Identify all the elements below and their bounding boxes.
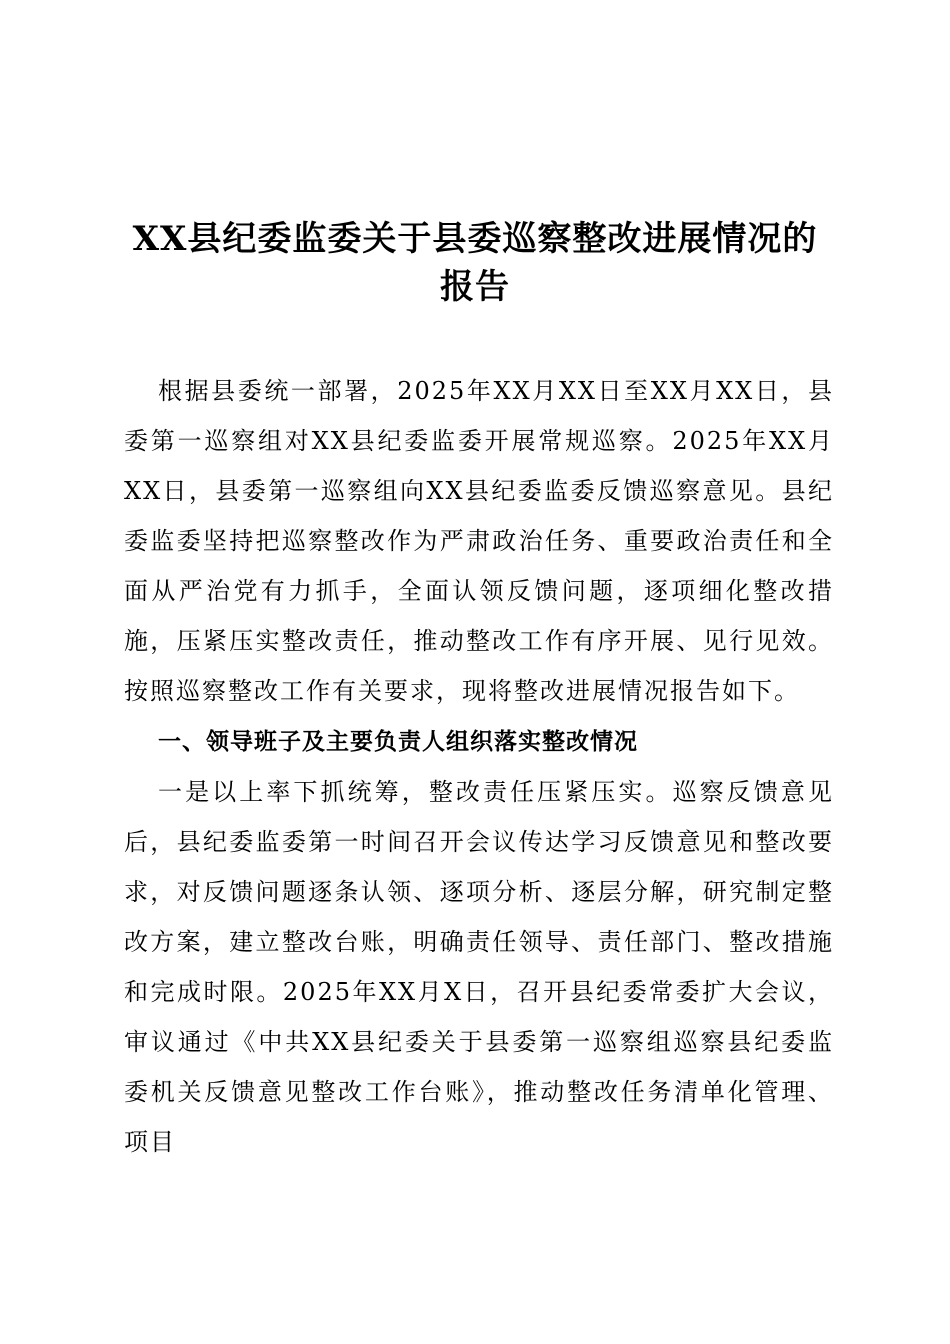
intro-paragraph: 根据县委统一部署，2025年XX月XX日至XX月XX日，县委第一巡察组对XX县纪委监委开展常规巡察。2025年XX月XX日，县委第一巡察组向XX县纪委监委反馈巡察意见。县纪委监委坚持把巡察整改作为严肃政治任务、重要政治责任和全面从严治党有力抓手，全面认领反馈问题，逐项细化整改措施，压紧压实整改责任，推动整改工作有序开展、见行见效。按照巡察整改工作有关要求，现将整改进展情况报告如下。 bbox=[124, 377, 834, 705]
section-heading-1: 一、领导班子及主要负责人组织落实整改情况 bbox=[158, 729, 638, 755]
document-title-line-1: XX县纪委监委关于县委巡察整改进展情况的 bbox=[132, 219, 818, 259]
document-title-line-2: 报告 bbox=[440, 267, 510, 307]
section-1-paragraph: 一是以上率下抓统筹，整改责任压紧压实。巡察反馈意见后，县纪委监委第一时间召开会议传达学习反馈意见和整改要求，对反馈问题逐条认领、逐项分析、逐层分解，研究制定整改方案，建立整改台账，明确责任领导、责任部门、整改措施和完成时限。2025年XX月X日，召开县纪委常委扩大会议，审议通过《中共XX县纪委关于县委第一巡察组巡察县纪委监委机关反馈意见整改工作台账》，推动整改任务清单化管理、项目 bbox=[124, 778, 834, 1156]
